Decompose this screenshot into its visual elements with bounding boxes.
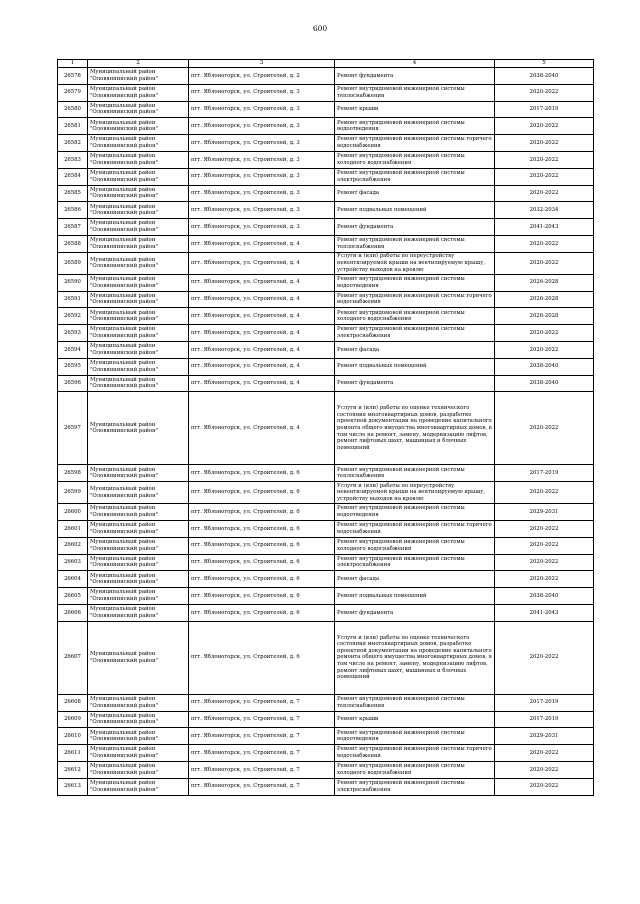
period-cell: 2038-2040 [495, 68, 594, 85]
municipality-cell: Муниципальный район "Оловяннинский район" [88, 135, 189, 152]
table-row [58, 604, 594, 621]
address-cell: пгт. Яблоногорск, ул. Строителей, д. 3 [189, 135, 335, 152]
municipality-cell: Муниципальный район "Оловяннинский район" [88, 219, 189, 236]
municipality-cell: Муниципальный район "Оловяннинский район" [88, 504, 189, 521]
work-type-cell: Ремонт внутридомовой инженерной системы водоотведения [335, 118, 495, 135]
address-cell: пгт. Яблоногорск, ул. Строителей, д. 7 [189, 694, 335, 711]
address-cell: пгт. Яблоногорск, ул. Строителей, д. 6 [189, 588, 335, 605]
period-cell: 2020-2022 [495, 745, 594, 762]
address-cell: пгт. Яблоногорск, ул. Строителей, д. 6 [189, 604, 335, 621]
period-cell: 2020-2022 [495, 621, 594, 694]
table-row [58, 325, 594, 342]
address-cell: пгт. Яблоногорск, ул. Строителей, д. 3 [189, 219, 335, 236]
period-cell: 2020-2022 [495, 325, 594, 342]
column-header: 1 [58, 60, 88, 68]
period-cell: 2020-2022 [495, 235, 594, 252]
municipality-cell: Муниципальный район "Оловяннинский район" [88, 537, 189, 554]
address-cell: пгт. Яблоногорск, ул. Строителей, д. 6 [189, 520, 335, 537]
address-cell: пгт. Яблоногорск, ул. Строителей, д. 3 [189, 185, 335, 202]
address-cell: пгт. Яблоногорск, ул. Строителей, д. 4 [189, 291, 335, 308]
period-cell: 2020-2022 [495, 520, 594, 537]
table-row [58, 68, 594, 85]
work-type-cell: Ремонт фасада [335, 341, 495, 358]
table-row [58, 202, 594, 219]
address-cell: пгт. Яблоногорск, ул. Строителей, д. 4 [189, 325, 335, 342]
period-cell: 2017-2019 [495, 101, 594, 118]
period-cell: 2020-2022 [495, 135, 594, 152]
address-cell: пгт. Яблоногорск, ул. Строителей, д. 7 [189, 761, 335, 778]
work-type-cell: Ремонт внутридомовой инженерной системы водоотведения [335, 504, 495, 521]
row-number: 26600 [58, 504, 88, 521]
table-row [58, 308, 594, 325]
work-type-cell: Ремонт внутридомовой инженерной системы теплоснабжения [335, 694, 495, 711]
municipality-cell: Муниципальный район "Оловяннинский район" [88, 235, 189, 252]
table-row [58, 588, 594, 605]
work-type-cell: Ремонт внутридомовой инженерной системы теплоснабжения [335, 235, 495, 252]
address-cell: пгт. Яблоногорск, ул. Строителей, д. 4 [189, 252, 335, 274]
period-cell: 2020-2022 [495, 151, 594, 168]
row-number: 26596 [58, 375, 88, 392]
municipality-cell: Муниципальный район "Оловяннинский район" [88, 465, 189, 482]
address-cell: пгт. Яблоногорск, ул. Строителей, д. 7 [189, 745, 335, 762]
capital-repair-table [57, 59, 594, 796]
municipality-cell: Муниципальный район "Оловяннинский район" [88, 761, 189, 778]
address-cell: пгт. Яблоногорск, ул. Строителей, д. 7 [189, 728, 335, 745]
table-row [58, 537, 594, 554]
table-row [58, 84, 594, 101]
row-number: 26579 [58, 84, 88, 101]
municipality-cell: Муниципальный район "Оловяннинский район" [88, 151, 189, 168]
work-type-cell: Ремонт подвальных помещений [335, 202, 495, 219]
row-number: 26589 [58, 252, 88, 274]
table-row [58, 745, 594, 762]
period-cell: 2026-2028 [495, 308, 594, 325]
address-cell: пгт. Яблоногорск, ул. Строителей, д. 7 [189, 711, 335, 728]
period-cell: 2017-2019 [495, 694, 594, 711]
address-cell: пгт. Яблоногорск, ул. Строителей, д. 3 [189, 84, 335, 101]
address-cell: пгт. Яблоногорск, ул. Строителей, д. 4 [189, 341, 335, 358]
address-cell: пгт. Яблоногорск, ул. Строителей, д. 3 [189, 101, 335, 118]
period-cell: 2032-2034 [495, 202, 594, 219]
row-number: 26613 [58, 778, 88, 795]
table-row [58, 185, 594, 202]
row-number: 26598 [58, 465, 88, 482]
address-cell: пгт. Яблоногорск, ул. Строителей, д. 7 [189, 778, 335, 795]
address-cell: пгт. Яблоногорск, ул. Строителей, д. 4 [189, 375, 335, 392]
municipality-cell: Муниципальный район "Оловяннинский район" [88, 358, 189, 375]
work-type-cell: Ремонт внутридомовой инженерной системы водоотведения [335, 728, 495, 745]
table-row [58, 761, 594, 778]
municipality-cell: Муниципальный район "Оловяннинский район" [88, 291, 189, 308]
period-cell: 2020-2022 [495, 537, 594, 554]
column-header: 2 [88, 60, 189, 68]
address-cell: пгт. Яблоногорск, ул. Строителей, д. 4 [189, 235, 335, 252]
work-type-cell: Ремонт крыши [335, 711, 495, 728]
municipality-cell: Муниципальный район "Оловяннинский район" [88, 101, 189, 118]
row-number: 26584 [58, 168, 88, 185]
period-cell: 2020-2022 [495, 252, 594, 274]
period-cell: 2041-2043 [495, 219, 594, 236]
municipality-cell: Муниципальный район "Оловяннинский район" [88, 778, 189, 795]
period-cell: 2020-2022 [495, 778, 594, 795]
table-row [58, 711, 594, 728]
table-row [58, 520, 594, 537]
column-header: 5 [495, 60, 594, 68]
table-row [58, 778, 594, 795]
table-row [58, 375, 594, 392]
table-row [58, 504, 594, 521]
work-type-cell: Услуги и (или) работы по оценке технического состояния многоквартирных домов, разработке проектной документации на проведение капитального ремонта общего имущества многоквартирных домов, в том числе на ремонт, замену, модернизацию лифтов, ремонт лифтовых шахт, машинных и блочных помещений [335, 392, 495, 465]
work-type-cell: Ремонт внутридомовой инженерной системы водоотведения [335, 274, 495, 291]
row-number: 26604 [58, 571, 88, 588]
work-type-cell: Ремонт внутридомовой инженерной системы горячего водоснабжения [335, 520, 495, 537]
table-row [58, 392, 594, 465]
municipality-cell: Муниципальный район "Оловяннинский район" [88, 375, 189, 392]
row-number: 26590 [58, 274, 88, 291]
table-row [58, 694, 594, 711]
table-row [58, 465, 594, 482]
table-row [58, 358, 594, 375]
municipality-cell: Муниципальный район "Оловяннинский район" [88, 728, 189, 745]
row-number: 26602 [58, 537, 88, 554]
period-cell: 2026-2028 [495, 274, 594, 291]
row-number: 26606 [58, 604, 88, 621]
period-cell: 2020-2022 [495, 341, 594, 358]
row-number: 26582 [58, 135, 88, 152]
row-number: 26599 [58, 482, 88, 504]
row-number: 26587 [58, 219, 88, 236]
municipality-cell: Муниципальный район "Оловяннинский район" [88, 252, 189, 274]
period-cell: 2020-2022 [495, 761, 594, 778]
table-row [58, 554, 594, 571]
table-row [58, 252, 594, 274]
work-type-cell: Услуги и (или) работы по переустройству невентилируемой крыши на вентилируемую крышу, устройству выходов на кровлю [335, 482, 495, 504]
period-cell: 2029-2031 [495, 504, 594, 521]
municipality-cell: Муниципальный район "Оловяннинский район" [88, 185, 189, 202]
row-number: 26605 [58, 588, 88, 605]
municipality-cell: Муниципальный район "Оловяннинский район" [88, 308, 189, 325]
row-number: 26597 [58, 392, 88, 465]
municipality-cell: Муниципальный район "Оловяннинский район" [88, 325, 189, 342]
address-cell: пгт. Яблоногорск, ул. Строителей, д. 2 [189, 68, 335, 85]
work-type-cell: Ремонт внутридомовой инженерной системы холодного водоснабжения [335, 308, 495, 325]
address-cell: пгт. Яблоногорск, ул. Строителей, д. 3 [189, 202, 335, 219]
municipality-cell: Муниципальный район "Оловяннинский район" [88, 571, 189, 588]
table-row [58, 728, 594, 745]
table-row [58, 235, 594, 252]
work-type-cell: Ремонт внутридомовой инженерной системы электроснабжения [335, 778, 495, 795]
period-cell: 2020-2022 [495, 392, 594, 465]
work-type-cell: Ремонт фундамента [335, 604, 495, 621]
municipality-cell: Муниципальный район "Оловяннинский район" [88, 621, 189, 694]
period-cell: 2038-2040 [495, 358, 594, 375]
work-type-cell: Услуги и (или) работы по переустройству невентилируемой крыши на вентилируемую крышу, устройству выходов на кровлю [335, 252, 495, 274]
work-type-cell: Ремонт внутридомовой инженерной системы электроснабжения [335, 168, 495, 185]
period-cell: 2020-2022 [495, 554, 594, 571]
address-cell: пгт. Яблоногорск, ул. Строителей, д. 6 [189, 482, 335, 504]
table-row [58, 571, 594, 588]
municipality-cell: Муниципальный район "Оловяннинский район" [88, 274, 189, 291]
work-type-cell: Ремонт фундамента [335, 219, 495, 236]
address-cell: пгт. Яблоногорск, ул. Строителей, д. 6 [189, 621, 335, 694]
period-cell: 2020-2022 [495, 168, 594, 185]
row-number: 26583 [58, 151, 88, 168]
municipality-cell: Муниципальный район "Оловяннинский район" [88, 694, 189, 711]
row-number: 26595 [58, 358, 88, 375]
column-header: 3 [189, 60, 335, 68]
municipality-cell: Муниципальный район "Оловяннинский район" [88, 68, 189, 85]
row-number: 26609 [58, 711, 88, 728]
table-row [58, 621, 594, 694]
row-number: 26601 [58, 520, 88, 537]
table-row [58, 291, 594, 308]
table-row [58, 101, 594, 118]
work-type-cell: Ремонт внутридомовой инженерной системы холодного водоснабжения [335, 537, 495, 554]
municipality-cell: Муниципальный район "Оловяннинский район" [88, 84, 189, 101]
period-cell: 2038-2040 [495, 375, 594, 392]
row-number: 26603 [58, 554, 88, 571]
work-type-cell: Ремонт фасада [335, 571, 495, 588]
work-type-cell: Ремонт фундамента [335, 375, 495, 392]
row-number: 26607 [58, 621, 88, 694]
address-cell: пгт. Яблоногорск, ул. Строителей, д. 4 [189, 392, 335, 465]
work-type-cell: Ремонт подвальных помещений [335, 358, 495, 375]
row-number: 26588 [58, 235, 88, 252]
period-cell: 2041-2043 [495, 604, 594, 621]
municipality-cell: Муниципальный район "Оловяннинский район" [88, 711, 189, 728]
municipality-cell: Муниципальный район "Оловяннинский район" [88, 520, 189, 537]
work-type-cell: Ремонт крыши [335, 101, 495, 118]
period-cell: 2020-2022 [495, 84, 594, 101]
address-cell: пгт. Яблоногорск, ул. Строителей, д. 4 [189, 274, 335, 291]
period-cell: 2017-2019 [495, 465, 594, 482]
work-type-cell: Ремонт фасада [335, 185, 495, 202]
municipality-cell: Муниципальный район "Оловяннинский район" [88, 554, 189, 571]
row-number: 26592 [58, 308, 88, 325]
period-cell: 2017-2019 [495, 711, 594, 728]
address-cell: пгт. Яблоногорск, ул. Строителей, д. 3 [189, 168, 335, 185]
period-cell: 2026-2028 [495, 291, 594, 308]
page-number: 600 [312, 24, 328, 33]
work-type-cell: Ремонт подвальных помещений [335, 588, 495, 605]
address-cell: пгт. Яблоногорск, ул. Строителей, д. 6 [189, 504, 335, 521]
municipality-cell: Муниципальный район "Оловяннинский район" [88, 482, 189, 504]
address-cell: пгт. Яблоногорск, ул. Строителей, д. 6 [189, 537, 335, 554]
row-number: 26608 [58, 694, 88, 711]
address-cell: пгт. Яблоногорск, ул. Строителей, д. 3 [189, 151, 335, 168]
period-cell: 2020-2022 [495, 571, 594, 588]
row-number: 26580 [58, 101, 88, 118]
table-row [58, 168, 594, 185]
period-cell: 2038-2040 [495, 588, 594, 605]
row-number: 26593 [58, 325, 88, 342]
work-type-cell: Ремонт внутридомовой инженерной системы горячего водоснабжения [335, 745, 495, 762]
address-cell: пгт. Яблоногорск, ул. Строителей, д. 6 [189, 571, 335, 588]
work-type-cell: Ремонт внутридомовой инженерной системы горячего водоснабжения [335, 291, 495, 308]
municipality-cell: Муниципальный район "Оловяннинский район" [88, 745, 189, 762]
row-number: 26578 [58, 68, 88, 85]
row-number: 26594 [58, 341, 88, 358]
period-cell: 2029-2031 [495, 728, 594, 745]
period-cell: 2020-2022 [495, 185, 594, 202]
address-cell: пгт. Яблоногорск, ул. Строителей, д. 4 [189, 358, 335, 375]
table-row [58, 118, 594, 135]
municipality-cell: Муниципальный район "Оловяннинский район" [88, 392, 189, 465]
work-type-cell: Ремонт внутридомовой инженерной системы холодного водоснабжения [335, 151, 495, 168]
row-number: 26591 [58, 291, 88, 308]
table-row [58, 341, 594, 358]
row-number: 26586 [58, 202, 88, 219]
address-cell: пгт. Яблоногорск, ул. Строителей, д. 3 [189, 118, 335, 135]
work-type-cell: Ремонт внутридомовой инженерной системы теплоснабжения [335, 84, 495, 101]
row-number: 26611 [58, 745, 88, 762]
work-type-cell: Ремонт внутридомовой инженерной системы горячего водоснабжения [335, 135, 495, 152]
table-row [58, 482, 594, 504]
address-cell: пгт. Яблоногорск, ул. Строителей, д. 6 [189, 465, 335, 482]
period-cell: 2020-2022 [495, 482, 594, 504]
work-type-cell: Услуги и (или) работы по оценке технического состояния многоквартирных домов, разработке проектной документации на проведение капитального ремонта общего имущества многоквартирных домов, в том числе на ремонт, замену, модернизацию лифтов, ремонт лифтовых шахт, машинных и блочных помещений [335, 621, 495, 694]
work-type-cell: Ремонт внутридомовой инженерной системы теплоснабжения [335, 465, 495, 482]
work-type-cell: Ремонт внутридомовой инженерной системы холодного водоснабжения [335, 761, 495, 778]
table-row [58, 151, 594, 168]
column-header: 4 [335, 60, 495, 68]
work-type-cell: Ремонт внутридомовой инженерной системы электроснабжения [335, 325, 495, 342]
row-number: 26612 [58, 761, 88, 778]
work-type-cell: Ремонт фундамента [335, 68, 495, 85]
address-cell: пгт. Яблоногорск, ул. Строителей, д. 6 [189, 554, 335, 571]
row-number: 26610 [58, 728, 88, 745]
address-cell: пгт. Яблоногорск, ул. Строителей, д. 4 [189, 308, 335, 325]
table-row [58, 135, 594, 152]
row-number: 26581 [58, 118, 88, 135]
municipality-cell: Муниципальный район "Оловяннинский район" [88, 118, 189, 135]
row-number: 26585 [58, 185, 88, 202]
municipality-cell: Муниципальный район "Оловяннинский район" [88, 168, 189, 185]
work-type-cell: Ремонт внутридомовой инженерной системы электроснабжения [335, 554, 495, 571]
table-header-row [58, 60, 594, 68]
period-cell: 2020-2022 [495, 118, 594, 135]
municipality-cell: Муниципальный район "Оловяннинский район" [88, 202, 189, 219]
table-row [58, 274, 594, 291]
table-row [58, 219, 594, 236]
table-body [58, 68, 594, 796]
municipality-cell: Муниципальный район "Оловяннинский район" [88, 341, 189, 358]
municipality-cell: Муниципальный район "Оловяннинский район" [88, 604, 189, 621]
municipality-cell: Муниципальный район "Оловяннинский район" [88, 588, 189, 605]
